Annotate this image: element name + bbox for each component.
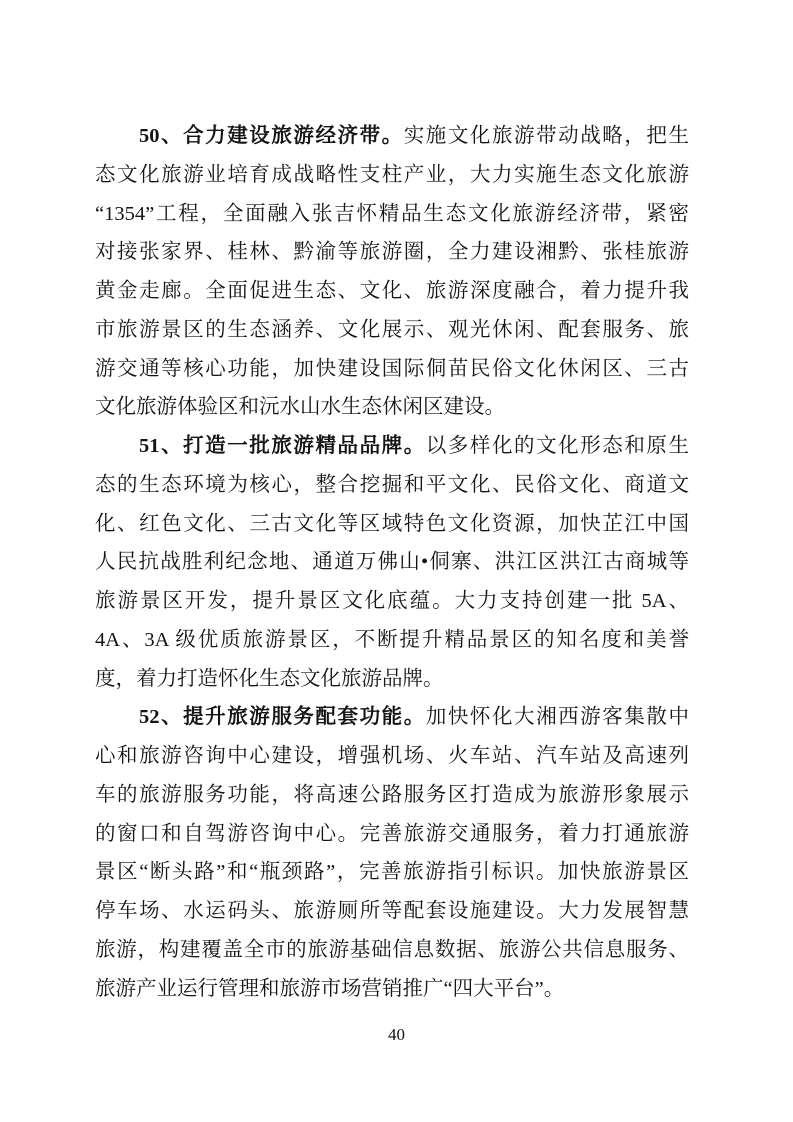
paragraph-heading: 50、合力建设旅游经济带。 [139, 125, 404, 147]
paragraph-line: 旅游产业运行管理和旅游市场营销推广“四大平台”。 [95, 977, 565, 1000]
paragraph-line: 态的生态环境为核心，整合挖掘和平文化、民俗文化、商道文 [95, 473, 689, 496]
paragraph-line: 4A、3A 级优质旅游景区，不断提升精品景区的知名度和美誉 [95, 628, 689, 651]
document-body [95, 117, 689, 1008]
paragraph-line: 车的旅游服务功能，将高速公路服务区打造成为旅游形象展示 [95, 783, 689, 806]
paragraph-line: 态文化旅游业培育成战略性支柱产业，大力实施生态文化旅游 [95, 163, 689, 186]
paragraph-text: 实施文化旅游带动战略，把生 [403, 125, 689, 147]
paragraph-line [95, 698, 689, 737]
paragraph-line: 游交通等核心功能，加快建设国际侗苗民俗文化休闲区、三古 [95, 357, 689, 380]
paragraph-line: 化、红色文化、三古文化等区域特色文化资源，加快芷江中国 [95, 512, 689, 535]
paragraph-50 [95, 117, 689, 427]
paragraph-heading: 51、打造一批旅游精品品牌。 [139, 435, 426, 457]
paragraph-line: 黄金走廊。全面促进生态、文化、旅游深度融合，着力提升我 [95, 280, 689, 302]
paragraph-line: 文化旅游体验区和沅水山水生态休闲区建设。 [95, 396, 505, 419]
paragraph-line: 的窗口和自驾游咨询中心。完善旅游交通服务，着力打通旅游 [95, 822, 689, 845]
paragraph-line: 旅游景区开发，提升景区文化底蕴。大力支持创建一批 5A、 [95, 590, 689, 612]
paragraph-line: “1354”工程，全面融入张吉怀精品生态文化旅游经济带，紧密 [95, 202, 689, 225]
page-number: 40 [388, 1025, 405, 1044]
paragraph-heading: 52、提升旅游服务配套功能。 [139, 706, 426, 729]
paragraph-line [95, 117, 689, 156]
paragraph-line: 旅游，构建覆盖全市的旅游基础信息数据、旅游公共信息服务、 [95, 938, 689, 961]
paragraph-line: 心和旅游咨询中心建设，增强机场、火车站、汽车站及高速列 [95, 745, 689, 767]
paragraph-line: 停车场、水运码头、旅游厕所等配套设施建设。大力发展智慧 [95, 900, 689, 922]
paragraph-52 [95, 698, 689, 1008]
paragraph-51 [95, 427, 689, 698]
paragraph-line: 对接张家界、桂林、黔渝等旅游圈，全力建设湘黔、张桂旅游 [95, 241, 689, 264]
paragraph-line: 度，着力打造怀化生态文化旅游品牌。 [95, 667, 444, 690]
paragraph-line: 景区“断头路”和“瓶颈路”，完善旅游指引标识。加快旅游景区 [95, 861, 689, 884]
paragraph-text: 以多样化的文化形态和原生 [425, 435, 689, 457]
paragraph-text: 加快怀化大湘西游客集散中 [425, 706, 689, 729]
paragraph-line: 人民抗战胜利纪念地、通道万佛山•侗寨、洪江区洪江古商城等 [95, 551, 689, 574]
paragraph-line [95, 427, 689, 466]
paragraph-line: 市旅游景区的生态涵养、文化展示、观光休闲、配套服务、旅 [95, 318, 689, 341]
